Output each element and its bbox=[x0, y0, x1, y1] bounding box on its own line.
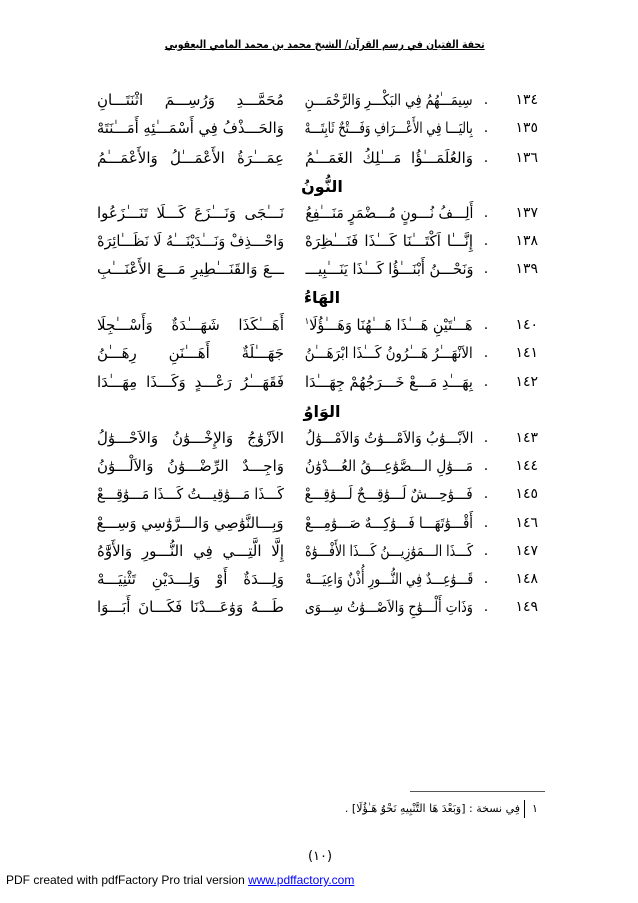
verse-second-hemistich-text: وَلِـــدَةٌ أَوْ وَلِـــدَيْنِ تَثْنِيَـــهْ bbox=[97, 570, 284, 588]
pdf-notice bbox=[6, 872, 354, 888]
verse-first-hemistich-text: هَـــٰتَيْنِ هَـــٰذَا هَـــٰهُنَا وَهَـــٰؤُلَا bbox=[309, 316, 473, 334]
verse-row bbox=[0, 114, 638, 142]
verse-second-hemistich-text: كَـــذَا مَـــوَٰقِيـــتُ كَـــذَا مَـــوَٰقِـــعْ bbox=[97, 485, 284, 503]
verse-row bbox=[0, 452, 638, 480]
verse-separator: . bbox=[483, 599, 489, 615]
verse-second-hemistich bbox=[97, 311, 284, 339]
verse-number: ١٤٨ bbox=[515, 571, 538, 587]
verse-separator: . bbox=[483, 233, 489, 249]
verse-second-hemistich bbox=[97, 114, 284, 142]
verse-row bbox=[0, 509, 638, 537]
verse-separator: . bbox=[483, 571, 489, 587]
verse-row bbox=[0, 537, 638, 565]
verse-separator: . bbox=[483, 205, 489, 221]
verse-number: ١٣٥ bbox=[515, 120, 538, 136]
page-number: (١٠) bbox=[307, 849, 333, 864]
verse-separator: . bbox=[483, 458, 489, 474]
verse-second-hemistich bbox=[97, 144, 284, 172]
section-heading: النُّونُ bbox=[301, 177, 343, 196]
verse-number: ١٤٩ bbox=[515, 599, 538, 615]
verse-second-hemistich-text: الاَزْوَٰجُ وَالإِخْـــوَٰنُ وَالاَحْـــوَٰلُ bbox=[97, 429, 284, 447]
verse-first-hemistich bbox=[305, 255, 473, 283]
verse-second-hemistich-text: إِلَّا الَّتِـــي فِي النُّـــورِ وَالأَوَّٰهُ bbox=[97, 542, 284, 560]
verse-second-hemistich bbox=[97, 537, 284, 565]
verse-second-hemistich bbox=[97, 227, 284, 255]
verse-number: ١٣٦ bbox=[515, 150, 538, 166]
verse-first-hemistich bbox=[305, 339, 473, 367]
verse-row bbox=[0, 255, 638, 283]
verse-first-hemistich-text: أَقْـــوَٰتَهَـــا فَـــوَٰكِـــهٌ صَـــوَٰمِـــعْ bbox=[305, 514, 473, 532]
verse-number: ١٤٦ bbox=[515, 515, 538, 531]
verse-number: ١٤٤ bbox=[515, 458, 538, 474]
verse-row bbox=[0, 86, 638, 114]
verse-second-hemistich-text: طَـــهُ وَوَٰعَـــدْنَا فَكَـــانَ أَبَـــوَا bbox=[97, 598, 284, 616]
verse-number: ١٣٩ bbox=[515, 261, 538, 277]
verse-second-hemistich bbox=[97, 593, 284, 621]
verse-first-hemistich-text: كَـــذَا الـــمَوَٰزِيـــنُ كَـــذَا الأَفْـــوَٰهْ bbox=[304, 542, 473, 560]
verse-first-hemistich bbox=[305, 311, 473, 339]
verse-first-hemistich-text: وَذَاتِ أَلْـــوَٰحِ وَالاَصْـــوَٰتُ سِـــوَى bbox=[304, 598, 473, 616]
footnote-rule bbox=[410, 791, 545, 792]
verse-row bbox=[0, 311, 638, 339]
verse-row bbox=[0, 565, 638, 593]
verse-row bbox=[0, 593, 638, 621]
verse-second-hemistich bbox=[97, 509, 284, 537]
verse-row bbox=[0, 424, 638, 452]
verse-first-hemistich-text: وَنَحْـــنُ أَبْنَـــٰؤُا كَـــٰذَا يَنَـــٰبِيـــ bbox=[305, 260, 473, 278]
verse-row bbox=[0, 144, 638, 172]
footnote-text: فِي نسخة : [وَبَعْدَ هَا التَّنْبِيهِ نَحْوُ هَـٰؤُلَا] . bbox=[344, 802, 520, 815]
verse-second-hemistich bbox=[97, 339, 284, 367]
verse-first-hemistich bbox=[305, 368, 473, 396]
footnote bbox=[340, 800, 520, 818]
verse-second-hemistich-text: نَـــٰجَى وَنَـــٰزَعَ كَـــلَا تَنَـــٰزَعُوا bbox=[97, 204, 284, 222]
verse-second-hemistich-text: وَبِـــالنَّوَٰصِي وَالـــرَّوَٰسِي وَسِـــعْ bbox=[97, 514, 284, 532]
verse-first-hemistich-text: سِيمَـــٰهُمُ فِي البَكْـــرِ وَالرَّحْمَـــنِ bbox=[305, 91, 473, 109]
verse-second-hemistich bbox=[97, 255, 284, 283]
verse-first-hemistich-text: فَـــوَٰحِـــشٌ لَـــوَٰقِـــحٌ لَـــوَٰقِـــعْ bbox=[305, 485, 473, 503]
verse-second-hemistich bbox=[97, 452, 284, 480]
page-header bbox=[165, 36, 485, 54]
verse-separator: . bbox=[483, 150, 489, 166]
verse-separator: . bbox=[483, 486, 489, 502]
verse-separator: . bbox=[483, 430, 489, 446]
verse-first-hemistich bbox=[305, 452, 473, 480]
verse-first-hemistich-text: قَـــوَٰعِـــدٌ فِي النُّـــورِ أُذْنٌ وَاعِيَـــهْ bbox=[305, 570, 473, 588]
verse-second-hemistich-text: جَهَـــٰلَةٌ أَهَـــٰنَنِ رِهَـــٰنُ bbox=[97, 344, 284, 362]
verse-separator: . bbox=[483, 261, 489, 277]
verse-second-hemistich-text: وَالحَـــذْفُ فِي أَسْمَـــٰئِهِ أَمَـــٰنَتَهْ bbox=[96, 119, 284, 137]
verse-row bbox=[0, 339, 638, 367]
verse-second-hemistich bbox=[97, 424, 284, 452]
verse-second-hemistich bbox=[97, 480, 284, 508]
verse-second-hemistich bbox=[97, 86, 284, 114]
verse-first-hemistich-text: أَلِـــفُ نُـــونٍ مُـــضْمَرٍ مَنَـــٰفِعُ bbox=[304, 204, 473, 222]
verse-first-hemistich bbox=[305, 593, 473, 621]
section-heading: الوَاوُ bbox=[303, 402, 341, 421]
pdf-notice-text: PDF created with pdfFactory Pro trial version bbox=[6, 873, 249, 887]
verse-separator: . bbox=[483, 120, 489, 136]
verse-second-hemistich-text: فَقَهَـــٰرُ رَعْـــدٍ وَكَـــذَا مِهَـــٰدَا bbox=[97, 373, 284, 391]
page-header-title: تحفة الفتيان في رسم القرآن/ الشيخ محمد بن محمد المامي اليعقوبي bbox=[165, 38, 485, 51]
footnote-marker: ١ bbox=[524, 800, 545, 818]
verse-first-hemistich-text: مَـــوَٰلِ الـــصَّوَٰعِـــقُ العُـــدْوَٰنُ bbox=[304, 457, 473, 475]
verse-first-hemistich-text: الاَبْـــوَٰبُ وَالاَمْـــوَٰتُ وَالاَمْـــوَٰلُ bbox=[304, 429, 473, 447]
verse-first-hemistich-text: إِنَّـــٰا اَكْتَـــٰنَا كَـــٰذَا فَنَـــٰظِرَهْ bbox=[305, 232, 473, 250]
verse-first-hemistich-text: بِهَـــٰدِ مَـــعْ خَـــرَجُهُمْ جِهَـــٰدَا bbox=[304, 373, 473, 391]
verse-row bbox=[0, 227, 638, 255]
verse-second-hemistich bbox=[97, 199, 284, 227]
verse-second-hemistich-text: وَاجِـــدٌ الرِّضْـــوَٰنُ وَالاَلْـــوَٰنُ bbox=[97, 457, 284, 475]
pdf-notice-link[interactable]: www.pdffactory.com bbox=[248, 873, 355, 887]
verse-number: ١٤١ bbox=[515, 345, 538, 361]
verse-second-hemistich bbox=[97, 565, 284, 593]
verse-second-hemistich-text: عِمَـــٰرَةُ الأَعْمَـــٰلُ وَالأَعْمَـــٰمُ bbox=[97, 149, 284, 167]
verse-second-hemistich bbox=[97, 368, 284, 396]
verse-number: ١٤٣ bbox=[515, 430, 538, 446]
verse-first-hemistich bbox=[305, 227, 473, 255]
footnote-reference[interactable]: ١ bbox=[304, 317, 310, 327]
verse-row bbox=[0, 199, 638, 227]
verse-separator: . bbox=[483, 374, 489, 390]
verse-number: ١٤٠ bbox=[515, 317, 538, 333]
verse-number: ١٤٧ bbox=[515, 543, 538, 559]
verse-first-hemistich bbox=[305, 480, 473, 508]
verse-first-hemistich bbox=[305, 114, 473, 142]
verse-number: ١٤٢ bbox=[515, 374, 538, 390]
verse-separator: . bbox=[483, 317, 489, 333]
verse-row bbox=[0, 480, 638, 508]
verse-first-hemistich bbox=[305, 424, 473, 452]
verse-second-hemistich-text: أَهَـــٰكَذَا شَهَـــٰدَةٌ وَأَسْـــٰجِلَا bbox=[97, 316, 284, 334]
verse-first-hemistich bbox=[305, 144, 473, 172]
verse-first-hemistich-text: بِاليَـــا فِي الأَعْـــرَافِ وَفَـــتْحٌ ثَابِتَـــهْ bbox=[305, 119, 473, 137]
verse-first-hemistich bbox=[305, 537, 473, 565]
verse-first-hemistich-text: وَالعُلَمَـــٰؤُا مَـــٰلِكُ الغَمَـــٰمُ bbox=[305, 149, 473, 167]
section-heading: الهَاءُ bbox=[303, 288, 341, 307]
verse-number: ١٣٨ bbox=[515, 233, 538, 249]
verse-separator: . bbox=[483, 345, 489, 361]
verse-first-hemistich bbox=[305, 509, 473, 537]
verse-first-hemistich-wrap bbox=[305, 311, 473, 339]
verse-first-hemistich-text: الاَنْهَـــٰرُ هَـــٰرُونُ كَـــٰذَا ابْرَهَـــٰنُ bbox=[304, 344, 473, 362]
verse-separator: . bbox=[483, 515, 489, 531]
verse-second-hemistich-text: ـــعَ وَالقَنَـــٰطِيرِ مَـــعَ الأَعْنَـــٰبِ bbox=[97, 260, 284, 278]
verse-first-hemistich bbox=[305, 565, 473, 593]
verse-number: ١٣٧ bbox=[515, 205, 538, 221]
verse-number: ١٤٥ bbox=[515, 486, 538, 502]
verse-row bbox=[0, 368, 638, 396]
verse-separator: . bbox=[483, 92, 489, 108]
verse-separator: . bbox=[483, 543, 489, 559]
verse-second-hemistich-text: وَاحْـــذِفْ وَنَـــٰدَيْنَـــٰهُ لَا نَظَـــٰائِرَهْ bbox=[97, 232, 284, 250]
verse-second-hemistich-text: مُحَمَّـــدِ وَرُسِـــمَ اثْنَتَـــانِ bbox=[97, 91, 284, 109]
verse-first-hemistich bbox=[305, 86, 473, 114]
verse-first-hemistich bbox=[305, 199, 473, 227]
verse-number: ١٣٤ bbox=[515, 92, 538, 108]
